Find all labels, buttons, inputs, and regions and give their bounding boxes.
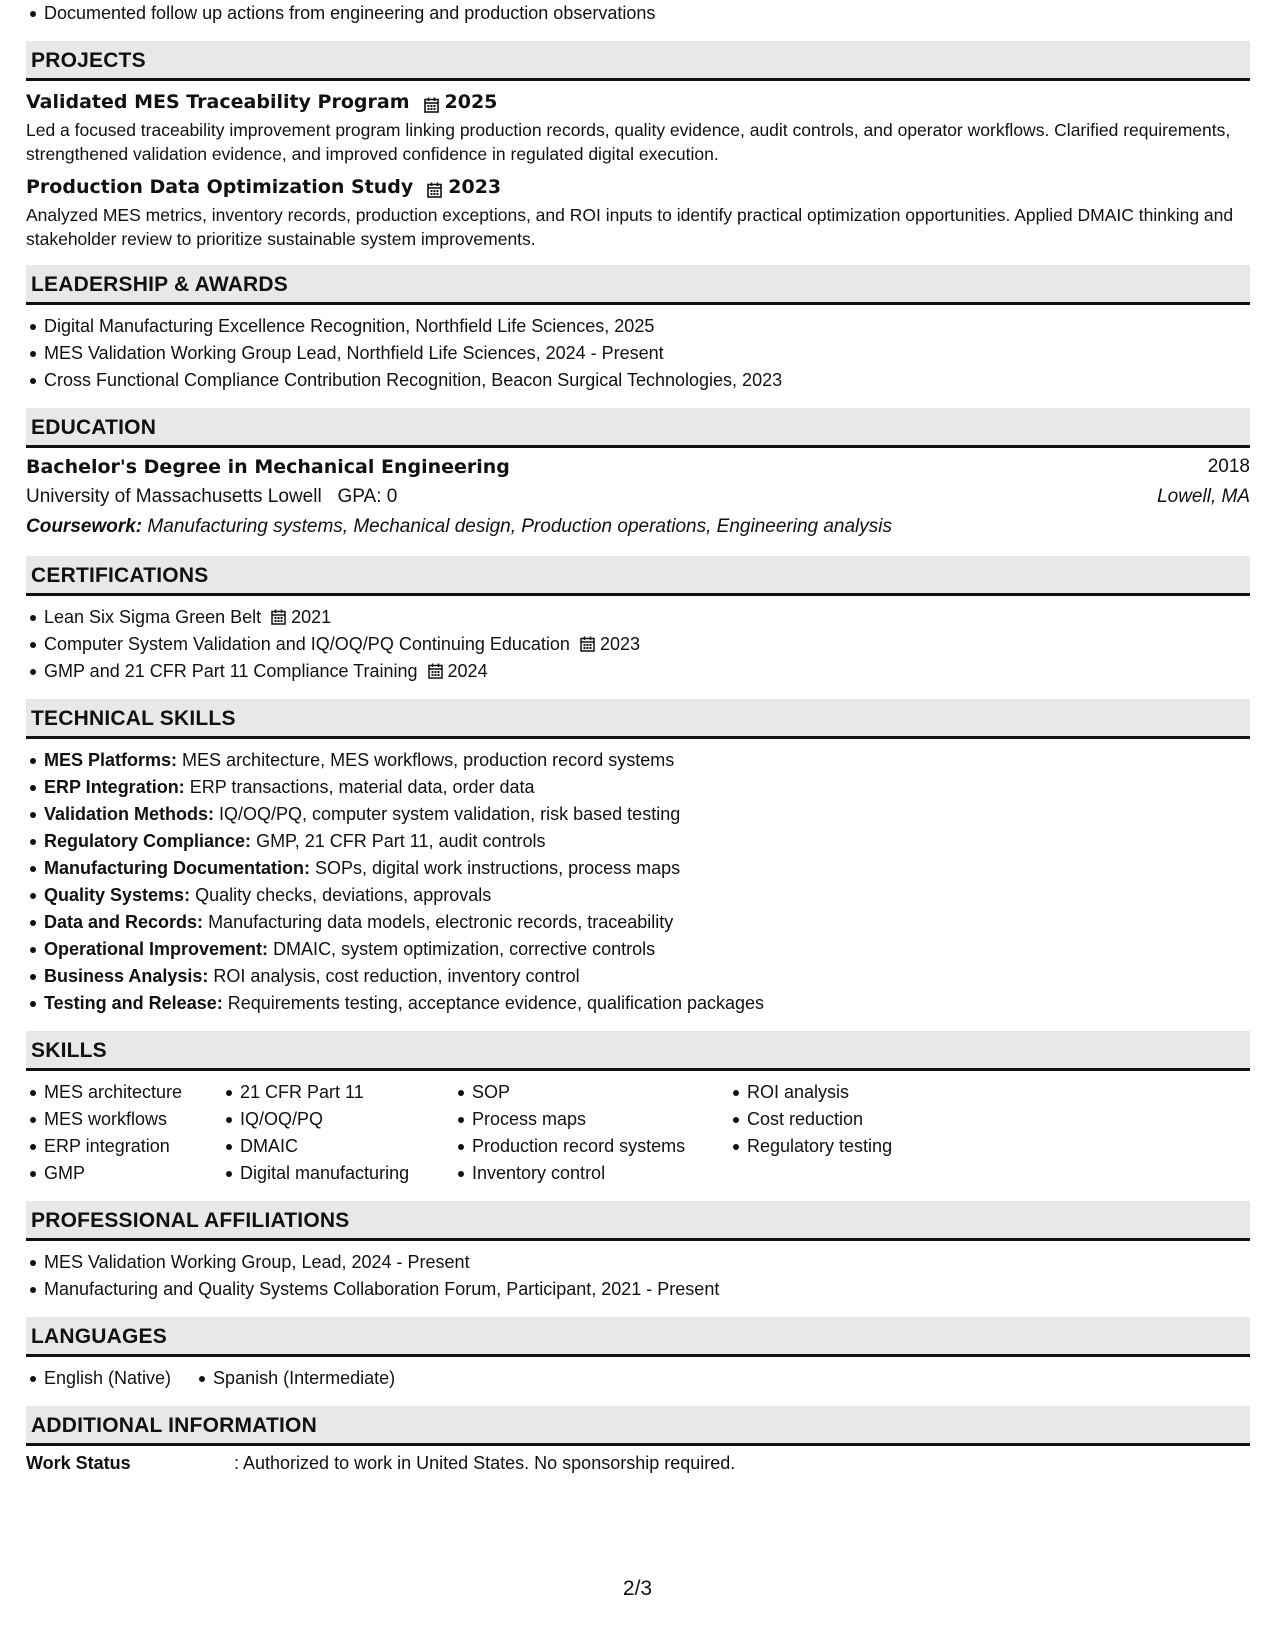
section-heading-skills: SKILLS <box>26 1031 1250 1071</box>
calendar-icon <box>271 606 286 622</box>
skills-column <box>26 1079 222 1187</box>
list-item: Business Analysis: ROI analysis, cost reduction, inventory control <box>44 963 1250 990</box>
school-location: Lowell, MA <box>1157 486 1250 507</box>
section-heading-additional: ADDITIONAL INFORMATION <box>26 1406 1250 1446</box>
list-item: Cross Functional Compliance Contribution Recognition, Beacon Surgical Technologies, 2023 <box>44 367 1250 394</box>
coursework-label: Coursework: <box>26 516 143 537</box>
list-item: MES architecture <box>44 1079 222 1106</box>
affiliations-list <box>26 1249 1250 1303</box>
languages-list <box>26 1365 1250 1392</box>
list-item: Manufacturing and Quality Systems Collaboration Forum, Participant, 2021 - Present <box>44 1276 1250 1303</box>
experience-bullets <box>26 0 1250 27</box>
technical-skills-list <box>26 747 1250 1017</box>
list-item: Operational Improvement: DMAIC, system optimization, corrective controls <box>44 936 1250 963</box>
list-item: Process maps <box>472 1106 729 1133</box>
skills-column <box>454 1079 729 1187</box>
work-status-value: : Authorized to work in United States. No sponsorship required. <box>234 1453 736 1473</box>
list-item: Cost reduction <box>747 1106 947 1133</box>
school-name: University of Massachusetts Lowell <box>26 486 322 507</box>
section-heading-languages: LANGUAGES <box>26 1317 1250 1357</box>
list-item: Spanish (Intermediate) <box>213 1365 395 1392</box>
project-entry <box>26 174 1250 251</box>
list-item: Data and Records: Manufacturing data models, electronic records, traceability <box>44 909 1250 936</box>
skills-grid <box>26 1079 1250 1187</box>
section-heading-projects: PROJECTS <box>26 41 1250 81</box>
cert-year: 2023 <box>599 634 640 654</box>
list-item: Documented follow up actions from engineering and production observations <box>44 0 1250 27</box>
calendar-icon <box>428 660 443 676</box>
list-item: Regulatory Compliance: GMP, 21 CFR Part 11, audit controls <box>44 828 1250 855</box>
gpa: GPA: 0 <box>337 486 398 507</box>
list-item: Computer System Validation and IQ/OQ/PQ Continuing Education 2023 <box>44 631 1250 658</box>
list-item: Production record systems <box>472 1133 729 1160</box>
section-heading-education: EDUCATION <box>26 408 1250 448</box>
calendar-icon <box>427 179 442 195</box>
project-title: Production Data Optimization Study <box>26 176 414 198</box>
list-item: 21 CFR Part 11 <box>240 1079 454 1106</box>
project-title: Validated MES Traceability Program <box>26 91 410 113</box>
list-item: Digital manufacturing <box>240 1160 454 1187</box>
list-item: Inventory control <box>472 1160 729 1187</box>
project-description: Analyzed MES metrics, inventory records, production exceptions, and ROI inputs to identify practical optimization opportunities. Applied DMAIC thinking and stakeholder review to prioritize sustainable system improvements. <box>26 205 1234 249</box>
project-description: Led a focused traceability improvement program linking production records, quality evidence, audit controls, and operator workflows. Clarified requirements, strengthened validation evidence, and improved confidence in regulated digital execution. <box>26 120 1231 164</box>
list-item: ERP integration <box>44 1133 222 1160</box>
list-item: ERP Integration: ERP transactions, material data, order data <box>44 774 1250 801</box>
list-item: Regulatory testing <box>747 1133 947 1160</box>
page-number: 2/3 <box>622 1577 653 1600</box>
degree: Bachelor's Degree in Mechanical Engineering <box>26 456 510 478</box>
list-item: Testing and Release: Requirements testing, acceptance evidence, qualification packages <box>44 990 1250 1017</box>
work-status-row <box>26 1450 1250 1477</box>
section-heading-technical-skills: TECHNICAL SKILLS <box>26 699 1250 739</box>
project-entry <box>26 89 1250 166</box>
cert-year: 2021 <box>291 607 332 627</box>
list-item: Manufacturing Documentation: SOPs, digital work instructions, process maps <box>44 855 1250 882</box>
list-item: English (Native) <box>44 1365 171 1392</box>
list-item: Quality Systems: Quality checks, deviations, approvals <box>44 882 1250 909</box>
skills-column <box>222 1079 454 1187</box>
work-status-label: Work Status <box>26 1453 131 1473</box>
coursework: Manufacturing systems, Mechanical design, Production operations, Engineering analysis <box>147 516 892 537</box>
list-item: DMAIC <box>240 1133 454 1160</box>
project-year: 2025 <box>444 91 498 113</box>
calendar-icon <box>580 633 595 649</box>
leadership-list <box>26 313 1250 394</box>
cert-year: 2024 <box>447 661 488 681</box>
list-item: MES workflows <box>44 1106 222 1133</box>
graduation-year: 2018 <box>1207 456 1250 477</box>
list-item: MES Validation Working Group, Lead, 2024 - Present <box>44 1249 1250 1276</box>
list-item: ROI analysis <box>747 1079 947 1106</box>
list-item: Validation Methods: IQ/OQ/PQ, computer system validation, risk based testing <box>44 801 1250 828</box>
list-item: Lean Six Sigma Green Belt 2021 <box>44 604 1250 631</box>
calendar-icon <box>424 94 439 110</box>
list-item: MES Validation Working Group Lead, Northfield Life Sciences, 2024 - Present <box>44 340 1250 367</box>
section-heading-leadership: LEADERSHIP & AWARDS <box>26 265 1250 305</box>
certifications-list <box>26 604 1250 685</box>
list-item: IQ/OQ/PQ <box>240 1106 454 1133</box>
section-heading-affiliations: PROFESSIONAL AFFILIATIONS <box>26 1201 1250 1241</box>
list-item: GMP and 21 CFR Part 11 Compliance Training 2024 <box>44 658 1250 685</box>
resume-page <box>26 0 1250 1477</box>
project-year: 2023 <box>448 176 502 198</box>
list-item: GMP <box>44 1160 222 1187</box>
section-heading-certifications: CERTIFICATIONS <box>26 556 1250 596</box>
skills-column <box>729 1079 947 1187</box>
list-item: MES Platforms: MES architecture, MES workflows, production record systems <box>44 747 1250 774</box>
list-item: Digital Manufacturing Excellence Recognition, Northfield Life Sciences, 2025 <box>44 313 1250 340</box>
list-item: SOP <box>472 1079 729 1106</box>
education-entry <box>26 452 1250 542</box>
